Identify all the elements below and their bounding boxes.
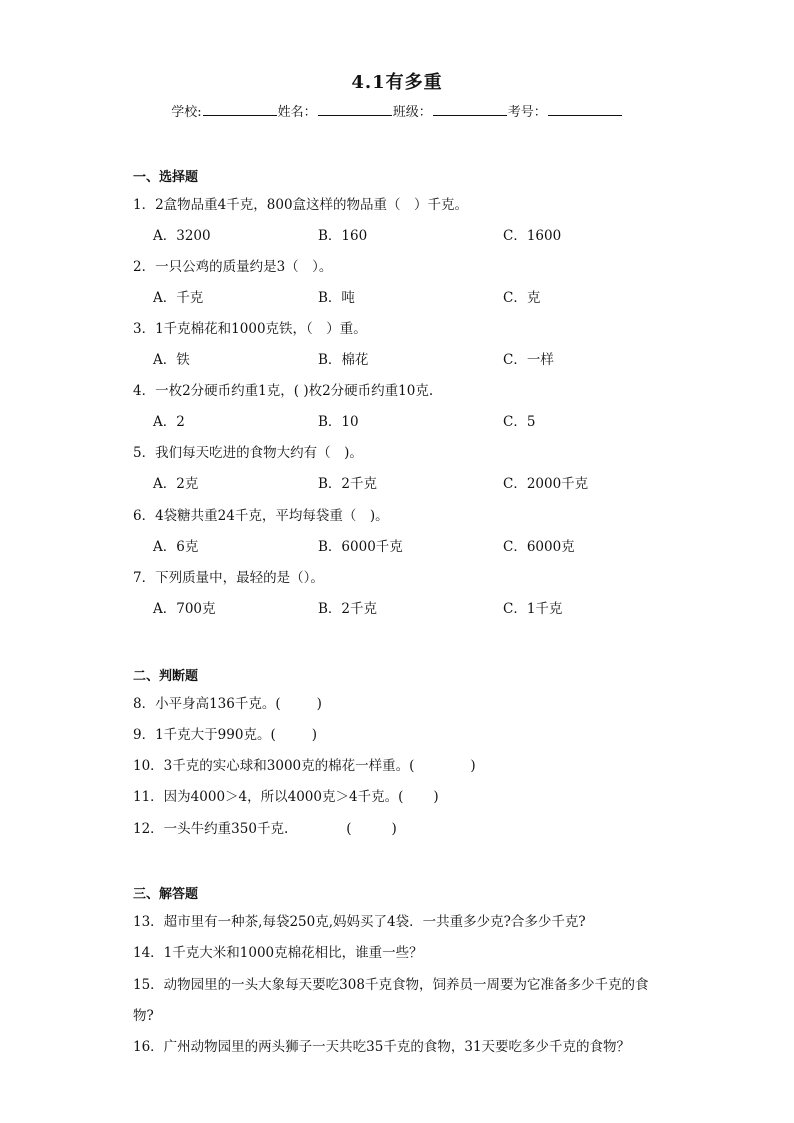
q6-option-b: B．6000千克 xyxy=(318,539,403,555)
q1-option-a: A．3200 xyxy=(153,228,211,244)
q7-option-b: B．2千克 xyxy=(318,601,378,617)
question-11-text: 11．因为4000＞4，所以4000克＞4千克。( xyxy=(133,789,404,805)
class-blank[interactable] xyxy=(433,101,507,116)
q9-close-paren: ) xyxy=(311,727,317,743)
q5-option-b: B．2千克 xyxy=(318,476,378,492)
q1-option-c: C．1600 xyxy=(503,228,562,244)
question-11 xyxy=(133,785,439,805)
question-12 xyxy=(133,817,397,837)
section-choice-heading: 一、选择题 xyxy=(133,170,199,185)
question-10-text: 10．3千克的实心球和3000克的棉花一样重。( xyxy=(133,758,415,774)
question-16: 16．广州动物园里的两头狮子一天共吃35千克的食物，31天要吃多少千克的食物？ xyxy=(133,1039,631,1055)
q12-open-paren: ( xyxy=(346,821,352,837)
q2-option-b: B．吨 xyxy=(318,290,355,306)
q4-option-c: C．5 xyxy=(503,414,536,430)
question-2: 2．一只公鸡的质量约是3（ ）。 xyxy=(133,259,333,275)
school-label: 学校: xyxy=(171,105,202,120)
exam-no-label: 考号： xyxy=(507,105,547,120)
question-15-continued: 物? xyxy=(133,1008,154,1024)
section-answer-heading: 三、解答题 xyxy=(133,887,199,902)
q12-close-paren: ) xyxy=(391,821,397,837)
q6-option-c: C．6000克 xyxy=(503,539,575,555)
question-6: 6．4袋糖共重24千克，平均每袋重（ )。 xyxy=(133,508,389,524)
question-9-text: 9．1千克大于990克。( xyxy=(133,727,276,743)
q3-option-a: A．铁 xyxy=(153,352,190,368)
q2-option-c: C．克 xyxy=(503,290,541,306)
q2-option-a: A．千克 xyxy=(153,290,204,306)
question-1: 1．2盒物品重4千克，800盒这样的物品重（ ）千克。 xyxy=(133,197,469,213)
q10-close-paren: ) xyxy=(470,758,476,774)
page-title: 4.1有多重 xyxy=(351,72,443,93)
header-fields xyxy=(0,101,794,120)
q3-option-c: C．一样 xyxy=(503,352,554,368)
section-judge-heading: 二、判断题 xyxy=(133,669,199,684)
question-3: 3．1千克棉花和1000克铁，（ ）重。 xyxy=(133,321,367,337)
q8-close-paren: ) xyxy=(316,696,322,712)
question-8-text: 8．小平身高136千克。( xyxy=(133,696,281,712)
question-14: 14．1千克大米和1000克棉花相比，谁重一些？ xyxy=(133,945,423,961)
q3-option-b: B．棉花 xyxy=(318,352,369,368)
q5-option-c: C．2000千克 xyxy=(503,476,589,492)
question-13: 13．超市里有一种茶,每袋250克,妈妈买了4袋．一共重多少克?合多少千克? xyxy=(133,914,586,930)
question-9 xyxy=(133,723,317,743)
question-4: 4．一枚2分硬币约重1克，( )枚2分硬币约重10克. xyxy=(133,383,434,399)
q4-option-a: A．2 xyxy=(153,414,185,430)
q11-close-paren: ) xyxy=(433,789,439,805)
name-label: 姓名： xyxy=(277,105,317,120)
question-8 xyxy=(133,692,322,712)
question-15: 15．动物园里的一头大象每天要吃308千克食物，饲养员一周要为它准备多少千克的食 xyxy=(133,977,649,993)
question-10 xyxy=(133,754,476,774)
q7-option-c: C．1千克 xyxy=(503,601,563,617)
q7-option-a: A．700克 xyxy=(153,601,216,617)
exam-no-blank[interactable] xyxy=(548,101,622,116)
q5-option-a: A．2克 xyxy=(153,476,199,492)
q6-option-a: A．6克 xyxy=(153,539,199,555)
question-5: 5．我们每天吃进的食物大约有（ )。 xyxy=(133,445,363,461)
question-7: 7．下列质量中，最轻的是（）。 xyxy=(133,570,324,586)
q4-option-b: B．10 xyxy=(318,414,359,430)
q1-option-b: B．160 xyxy=(318,228,368,244)
name-blank[interactable] xyxy=(318,101,392,116)
class-label: 班级： xyxy=(392,105,432,120)
school-blank[interactable] xyxy=(203,101,277,116)
question-12-text: 12．一头牛约重350千克. xyxy=(133,821,289,837)
